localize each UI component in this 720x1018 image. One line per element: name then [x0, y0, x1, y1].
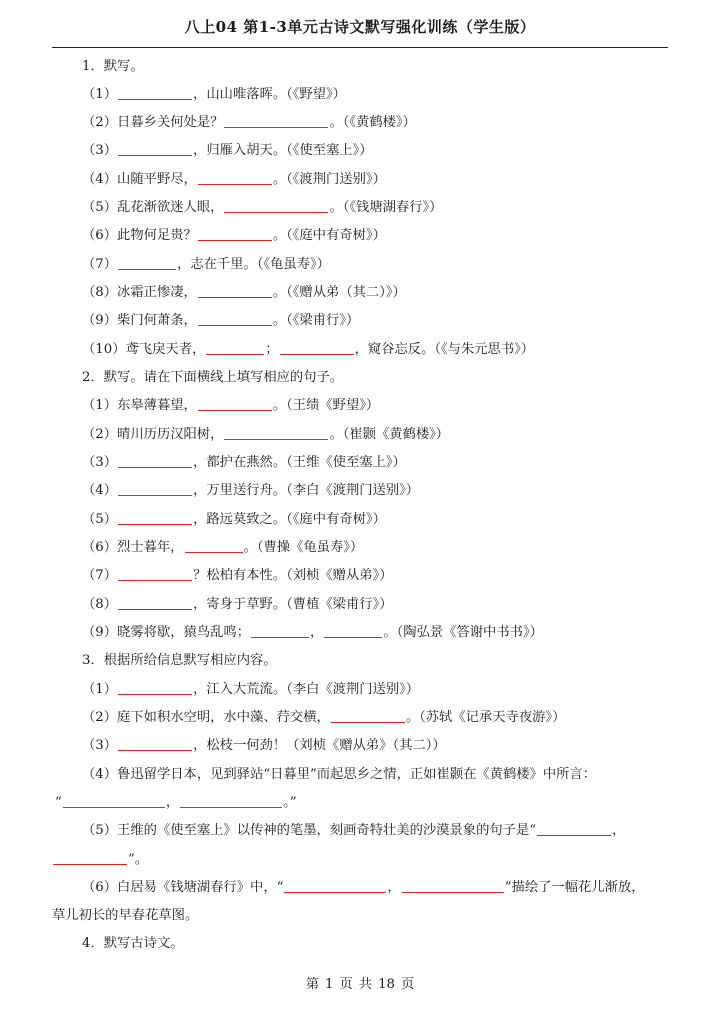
line-text: （3） — [82, 143, 118, 158]
line-text: 。（《黄鹤楼》） — [329, 115, 416, 130]
line-text: （9）柴门何萧条， — [82, 313, 197, 328]
line-text: 。（《赠从弟（其二）》） — [272, 285, 406, 300]
exercise-line — [82, 426, 449, 444]
exercise-line — [82, 511, 386, 529]
exercise-line — [82, 227, 386, 245]
answer-blank[interactable] — [284, 879, 386, 893]
answer-blank[interactable] — [118, 86, 192, 100]
line-text: （6）白居易《钱塘湖春行》中，“ — [82, 880, 284, 895]
exercise-line — [82, 58, 144, 76]
line-text: ，寄身于草野。（曹植《梁甫行》） — [193, 597, 393, 612]
line-text: （5） — [82, 512, 118, 527]
line-text: ”描绘了一幅花儿渐放， — [504, 880, 645, 895]
line-text: 2．默写。请在下面横线上填写相应的句子。 — [82, 370, 344, 385]
line-text: ； — [265, 342, 279, 357]
answer-blank[interactable] — [324, 624, 382, 638]
answer-blank[interactable] — [118, 482, 192, 496]
exercise-line — [82, 681, 419, 699]
exercise-line — [82, 709, 565, 727]
line-text: 。” — [283, 795, 297, 810]
exercise-line — [82, 879, 645, 897]
answer-blank[interactable] — [118, 567, 192, 581]
line-text: ，都护在燕然。（王维《使至塞上》） — [193, 455, 406, 470]
answer-blank[interactable] — [118, 142, 192, 156]
answer-blank[interactable] — [118, 596, 192, 610]
line-text: （4）鲁迅留学日本，见到驿站“日暮里”而起思乡之情，正如崔颢在《黄鹤楼》中所言： — [82, 767, 597, 782]
exercise-line — [82, 369, 343, 387]
answer-blank[interactable] — [198, 397, 272, 411]
line-text: （2）庭下如积水空明，水中藻、荇交横， — [82, 710, 330, 725]
line-text: 。（王绩《野望》） — [272, 398, 380, 413]
answer-blank[interactable] — [251, 624, 309, 638]
line-text: 。（崔颢《黄鹤楼》） — [329, 427, 450, 442]
exercise-line — [82, 86, 346, 104]
line-text: ， — [387, 880, 401, 895]
line-text: （10）鸢飞戾天者， — [82, 342, 206, 357]
footer-page-number: 1 — [325, 977, 334, 992]
exercise-line — [82, 766, 596, 784]
answer-blank[interactable] — [118, 681, 192, 695]
answer-blank[interactable] — [63, 794, 165, 808]
line-text: 。（陶弘景《答谢中书书》） — [383, 625, 543, 640]
answer-blank[interactable] — [198, 171, 272, 185]
exercise-line — [82, 737, 446, 755]
page-header-title: 八上04 第1-3单元古诗文默写强化训练（学生版） — [184, 18, 536, 36]
answer-blank[interactable] — [118, 256, 176, 270]
line-text: ，归雁入胡天。（《使至塞上》） — [193, 143, 373, 158]
line-text: 。（曹操《龟虽寿》） — [243, 540, 364, 555]
line-text: 3．根据所给信息默写相应内容。 — [82, 653, 277, 668]
exercise-line — [82, 171, 386, 189]
line-text: ，松枝一何劲！（刘桢《赠从弟》（其二）） — [193, 738, 446, 753]
line-text: （3） — [82, 455, 118, 470]
line-text: （5）乱花渐欲迷人眼， — [82, 200, 224, 215]
line-text: （7） — [82, 257, 118, 272]
line-text: ，路远莫致之。（《庭中有奇树》） — [193, 512, 386, 527]
answer-blank[interactable] — [402, 879, 504, 893]
answer-blank[interactable] — [224, 199, 328, 213]
exercise-line — [82, 822, 625, 840]
answer-blank[interactable] — [180, 794, 282, 808]
line-text: ， — [165, 795, 180, 810]
line-text: （1） — [82, 682, 118, 697]
line-text: ，江入大荒流。（李白《渡荆门送别》） — [193, 682, 420, 697]
line-text: ， — [310, 625, 324, 640]
exercise-line — [82, 284, 406, 302]
answer-blank[interactable] — [224, 114, 328, 128]
page-footer — [0, 973, 720, 992]
answer-blank[interactable] — [118, 454, 192, 468]
exercise-line — [82, 341, 534, 359]
answer-blank[interactable] — [118, 737, 192, 751]
line-text: （8） — [82, 597, 118, 612]
footer-total-label: 共 — [358, 977, 373, 992]
exercise-line — [82, 114, 416, 132]
line-text: ，志在千里。（《龟虽寿》） — [177, 257, 330, 272]
footer-mid: 页 — [339, 977, 353, 992]
line-text: （5）王维的《使至塞上》以传神的笔墨，刻画奇特壮美的沙漠景象的句子是“ — [82, 823, 537, 838]
exercise-line — [55, 794, 297, 812]
line-text: 。（《钱塘湖春行》） — [329, 200, 443, 215]
line-text: （2）日暮乡关何处是？ — [82, 115, 224, 130]
line-text: ， — [612, 823, 626, 838]
exercise-line — [82, 312, 359, 330]
footer-total-pages: 18 — [378, 977, 395, 992]
answer-blank[interactable] — [206, 341, 264, 355]
line-text: （1） — [82, 87, 118, 102]
footer-post: 页 — [400, 977, 415, 992]
exercise-line — [52, 851, 148, 869]
line-text: 1．默写。 — [82, 59, 144, 74]
exercise-line — [82, 256, 330, 274]
answer-blank[interactable] — [537, 822, 611, 836]
line-text: ，万里送行舟。（李白《渡荆门送别》） — [193, 483, 420, 498]
line-text: ，山山唯落晖。（《野望》） — [193, 87, 346, 102]
exercise-line — [82, 567, 393, 585]
exercise-line — [82, 397, 379, 415]
answer-blank[interactable] — [331, 709, 405, 723]
exercise-line — [52, 907, 198, 925]
answer-blank[interactable] — [53, 851, 127, 865]
exercise-line — [82, 454, 406, 472]
answer-blank[interactable] — [224, 426, 328, 440]
line-text: ”。 — [128, 852, 149, 867]
line-text: （8）冰霜正惨凄， — [82, 285, 197, 300]
line-text: ？松柏有本性。（刘桢《赠从弟》） — [193, 568, 393, 583]
exercise-line — [82, 596, 393, 614]
line-text: 。（苏轼《记承天寺夜游》） — [405, 710, 566, 725]
exercise-line — [82, 539, 363, 557]
answer-blank[interactable] — [118, 511, 192, 525]
answer-blank[interactable] — [198, 227, 272, 241]
answer-blank[interactable] — [198, 284, 272, 298]
footer-pre: 第 — [305, 977, 319, 992]
line-text: 。（《渡荆门送别》） — [272, 172, 386, 187]
answer-blank[interactable] — [280, 341, 354, 355]
line-text: 。（《庭中有奇树》） — [272, 228, 386, 243]
line-text: （1）东皋薄暮望， — [82, 398, 197, 413]
line-text: 。（《梁甫行》） — [272, 313, 360, 328]
exercise-line — [82, 142, 373, 160]
answer-blank[interactable] — [185, 539, 243, 553]
exercise-line — [82, 624, 543, 642]
answer-blank[interactable] — [198, 312, 272, 326]
line-text: （6）此物何足贵？ — [82, 228, 197, 243]
exercise-line — [82, 935, 184, 953]
exercise-line — [82, 199, 442, 217]
line-text: （6）烈士暮年， — [82, 540, 184, 555]
line-text: “ — [55, 795, 62, 810]
line-text: ，窥谷忘反。（《与朱元思书》） — [354, 342, 535, 357]
line-text: 草儿初长的早春花草图。 — [52, 908, 199, 923]
line-text: （4） — [82, 483, 118, 498]
line-text: （3） — [82, 738, 118, 753]
header-divider — [52, 47, 668, 48]
line-text: （7） — [82, 568, 118, 583]
exercise-line — [82, 482, 419, 500]
exercise-line — [82, 652, 277, 670]
line-text: 4．默写古诗文。 — [82, 936, 184, 951]
line-text: （4）山随平野尽， — [82, 172, 197, 187]
line-text: （2）晴川历历汉阳树， — [82, 427, 224, 442]
line-text: （9）晓雾将歇，猿鸟乱鸣； — [82, 625, 251, 640]
